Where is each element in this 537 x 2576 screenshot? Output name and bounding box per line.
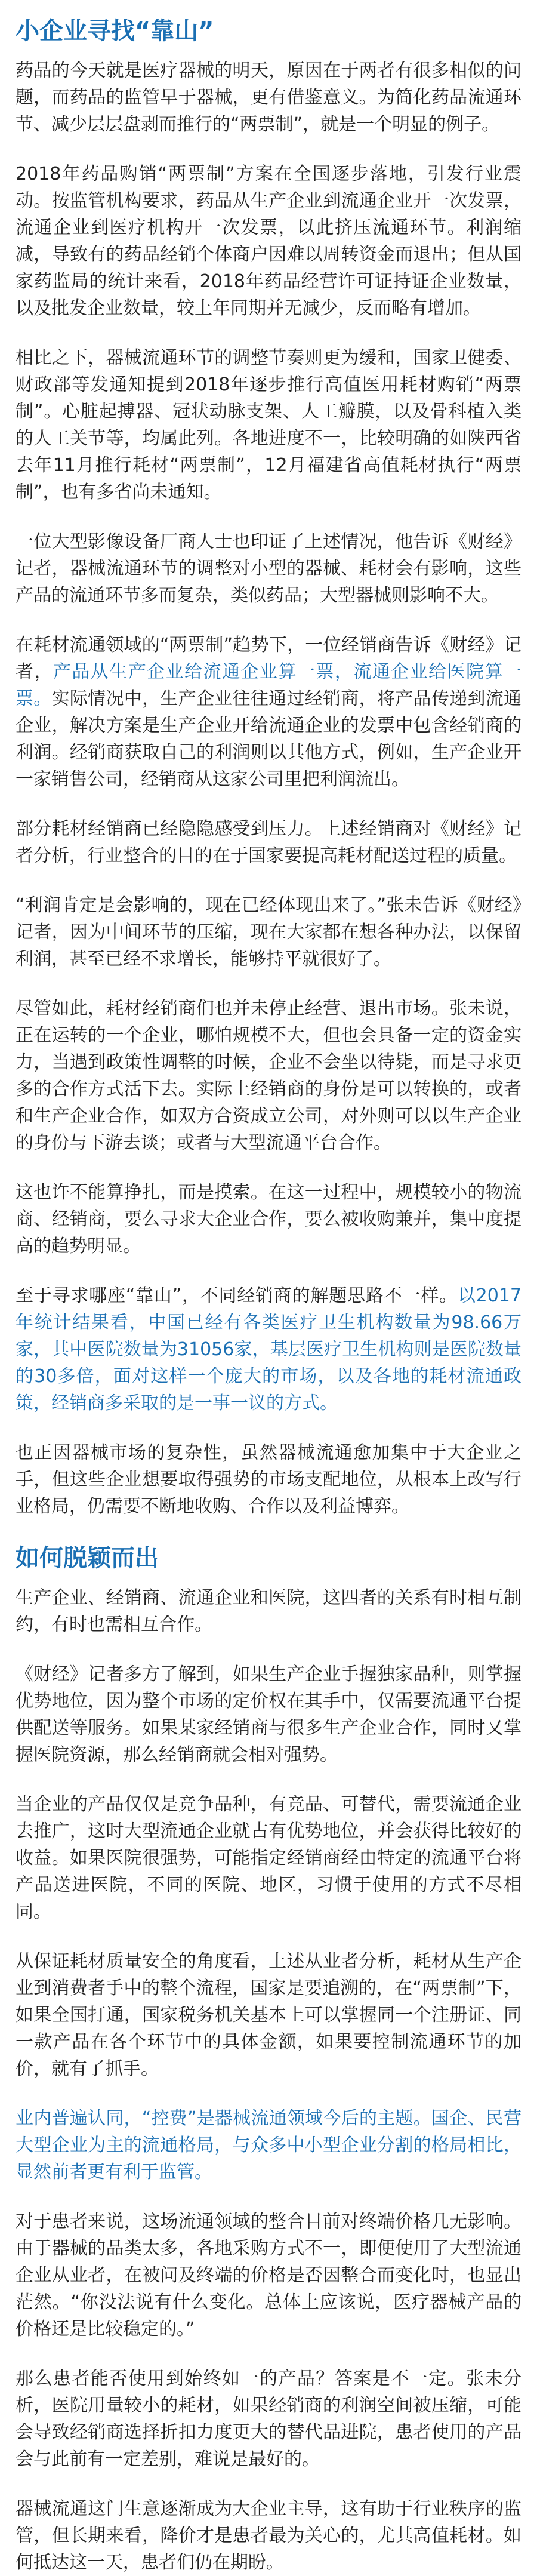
paragraph — [16, 892, 521, 972]
paragraph-text: 2018年药品购销“两票制”方案在全国逐步落地，引发行业震动。按监管机构要求，药品从生产企业到流通企业开一次发票，流通企业到医疗机构开一次发票，以此挤压流通环节。利润缩减，导致有的药品经销个体商户因难以周转资金而退出；但从国家药监局的统计来看，2018年药品经营许可证持证企业数量，以及批发企业数量，较上年同期并无减少，反而略有增加。 — [16, 164, 521, 319]
highlighted-text: 产品从生产企业给流通企业算一票，流通企业给医院算一票。 — [16, 661, 522, 709]
paragraph — [16, 1661, 521, 1768]
paragraph — [16, 1584, 521, 1638]
paragraph-text: 在耗材流通领域的“两票制”趋势下，一位经销商告诉《财经》记者， — [16, 635, 521, 682]
paragraph-text: 尽管如此，耗材经销商们也并未停止经营、退出市场。张未说，正在运转的一个企业，哪怕规模不大，但也会具备一定的资金实力，当遇到政策性调整的时候，企业不会坐以待毙，而是寻求更多的合作方式活下去。实际上经销商的身份是可以转换的，或者和生产企业合作，如双方合资成立公司，对外则可以以生产企业的身份与下游去谈；或者与大型流通平台合作。 — [16, 998, 521, 1153]
paragraph-text: “利润肯定是会影响的，现在已经体现出来了。”张未告诉《财经》记者，因为中间环节的压缩，现在大家都在想各种办法，以保留利润，甚至已经不求增长，能够持平就很好了。 — [16, 895, 521, 970]
paragraph — [16, 1179, 521, 1260]
paragraph — [16, 161, 521, 322]
paragraph-text: 一位大型影像设备厂商人士也印证了上述情况，他告诉《财经》记者，器械流通环节的调整对小型的器械、耗材会有影响，这些产品的流通环节多而复杂，类似药品；大型器械则影响不大。 — [16, 531, 521, 606]
section-1-body — [16, 57, 521, 1520]
paragraph-text: 这也许不能算挣扎，而是摸索。在这一过程中，规模较小的物流商、经销商，要么寻求大企业合作，要么被收购兼并，集中度提高的趋势明显。 — [16, 1182, 521, 1257]
paragraph-text: 部分耗材经销商已经隐隐感受到压力。上述经销商对《财经》记者分析，行业整合的目的在于国家要提高耗材配送过程的质量。 — [16, 818, 521, 866]
section-2-body — [16, 1584, 521, 2576]
paragraph — [16, 2495, 521, 2576]
paragraph — [16, 57, 521, 138]
paragraph — [16, 1948, 521, 2082]
paragraph-text: 《财经》记者多方了解到，如果生产企业手握独家品种，则掌握优势地位，因为整个市场的定价权在其手中，仅需要流通平台提供配送等服务。如果某家经销商与很多生产企业合作，同时又掌握医院资源，那么经销商就会相对强势。 — [16, 1664, 521, 1765]
paragraph — [16, 344, 521, 506]
paragraph — [16, 632, 521, 793]
paragraph-text: 当企业的产品仅仅是竞争品种，有竞品、可替代，需要流通企业去推广，这时大型流通企业就占有优势地位，并会获得比较好的收益。如果医院很强势，可能指定经销商经由特定的流通平台将产品送进医院，不同的医院、地区，习惯于使用的方式不尽相同。 — [16, 1794, 521, 1922]
paragraph — [16, 1439, 521, 1520]
paragraph-text: 对于患者来说，这场流通领域的整合目前对终端价格几无影响。由于器械的品类太多，各地采购方式不一，即便使用了大型流通企业从业者，在被问及终端的价格是否因整合而变化时，也显出茫然。“你没法说有什么变化。总体上应该说，医疗器械产品的价格还是比较稳定的。” — [16, 2211, 521, 2340]
paragraph — [16, 2365, 521, 2473]
paragraph-text: 器械流通这门生意逐渐成为大企业主导，这有助于行业秩序的监管，但长期来看，降价才是患者最为关心的，尤其高值耗材。如何抵达这一天，患者们仍在期盼。 — [16, 2498, 521, 2573]
paragraph-text: 那么患者能否使用到始终如一的产品？答案是不一定。张未分析，医院用量较小的耗材，如果经销商的利润空间被压缩，可能会导致经销商选择折扣力度更大的替代品进院，患者使用的产品会与此前有一定差别，难说是最好的。 — [16, 2368, 521, 2470]
section-title-stand-out: 如何脱颖而出 — [16, 1544, 159, 1572]
paragraph-text: 药品的今天就是医疗器械的明天，原因在于两者有很多相似的问题，而药品的监管早于器械，更有借鉴意义。为简化药品流通环节、减少层层盘剥而推行的“两票制”，就是一个明显的例子。 — [16, 60, 521, 135]
highlighted-text: 业内普遍认同，“控费”是器械流通领域今后的主题。国企、民营大型企业为主的流通格局，与众多中小型企业分割的格局相比，显然前者更有利于监管。 — [16, 2108, 521, 2183]
paragraph — [16, 815, 521, 869]
paragraph — [16, 2208, 521, 2343]
paragraph-text: 实际情况中，生产企业往往通过经销商，将产品传递到流通企业，解决方案是生产企业开给流通企业的发票中包含经销商的利润。经销商获取自己的利润则以其他方式，例如，生产企业开一家销售公司，经销商从这家公司里把利润流出。 — [16, 688, 522, 790]
paragraph-text: 从保证耗材质量安全的角度看，上述从业者分析，耗材从生产企业到消费者手中的整个流程，国家是要追溯的，在“两票制”下，如果全国打通，国家税务机关基本上可以掌握同一个注册证、同一款产品在各个环节中的具体金额，如果要控制流通环节的加价，就有了抓手。 — [16, 1951, 521, 2079]
section-title-small-firms: 小企业寻找“靠山” — [16, 17, 214, 45]
paragraph — [16, 1282, 521, 1417]
paragraph — [16, 528, 521, 609]
paragraph-text: 相比之下，器械流通环节的调整节奏则更为缓和，国家卫健委、财政部等发通知提到2018年逐步推行高值医用耗材购销“两票制”。心脏起搏器、冠状动脉支架、人工瓣膜，以及骨科植入类的人工关节等，均属此列。各地进度不一，比较明确的如陕西省去年11月推行耗材“两票制”，12月福建省高值耗材执行“两票制”，也有多省尚未通知。 — [16, 347, 521, 503]
highlighted-text: 以2017年统计结果看，中国已经有各类医疗卫生机构数量为98.66万家，其中医院数量为31056家，基层医疗卫生机构则是医院数量的30多倍，面对这样一个庞大的市场，以及各地的耗材流通政策，经销商多采取的是一事一议的方式。 — [16, 1285, 521, 1414]
paragraph-text: 也正因器械市场的复杂性，虽然器械流通愈加集中于大企业之手，但这些企业想要取得强势的市场支配地位，从根本上改写行业格局，仍需要不断地收购、合作以及利益博弈。 — [16, 1442, 521, 1517]
paragraph — [16, 995, 521, 1156]
paragraph-text: 生产企业、经销商、流通企业和医院，这四者的关系有时相互制约，有时也需相互合作。 — [16, 1587, 521, 1635]
paragraph-text: 至于寻求哪座“靠山”，不同经销商的解题思路不一样。 — [16, 1285, 458, 1306]
paragraph — [16, 2105, 521, 2186]
paragraph — [16, 1791, 521, 1925]
